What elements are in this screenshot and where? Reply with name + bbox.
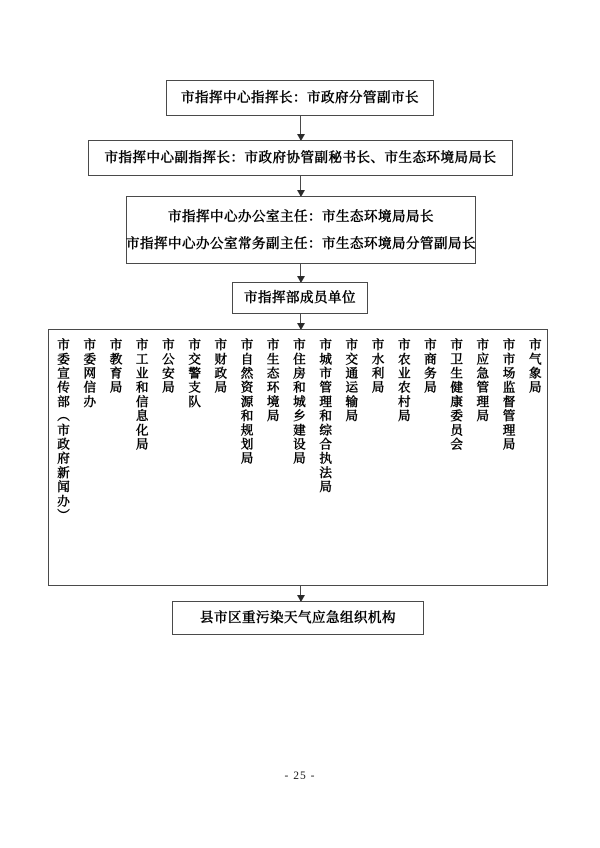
member-unit-column: 市住房和城乡建设局 [290,338,305,466]
page-number: - 25 - [284,770,316,782]
connector-unit-panel-to-county [300,586,301,601]
member-unit-column: 市城市管理和综合执法局 [317,338,332,495]
org-node-commander-label: 市指挥中心指挥长：市政府分管副市长 [181,90,419,106]
member-unit-column: 市应急管理局 [474,338,489,424]
connector-members-to-unit-panel [300,314,301,329]
member-unit-column: 市公安局 [159,338,174,395]
org-node-deputy-commander-label: 市指挥中心副指挥长：市政府协管副秘书长、市生态环境局局长 [104,150,497,166]
connector-commander-to-deputy [300,116,301,140]
member-unit-column: 市交警支队 [186,338,201,409]
org-node-commander [166,80,434,116]
member-unit-column: 市商务局 [421,338,436,395]
org-node-office [126,196,476,264]
org-node-office-director-label: 市指挥中心办公室主任：市生态环境局局长 [168,208,434,224]
member-units-panel [48,329,548,586]
member-unit-column: 市卫生健康委员会 [448,338,463,452]
member-unit-column: 市教育局 [107,338,122,395]
org-node-county-organization [172,601,424,635]
connector-office-to-members [300,264,301,282]
member-unit-column: 市工业和信息化局 [133,338,148,452]
org-node-county-organization-label: 县市区重污染天气应急组织机构 [200,610,396,626]
member-unit-column: 市农业农村局 [395,338,410,424]
member-unit-column: 市委宣传部（市政府新闻办） [55,338,70,523]
member-unit-column: 市气象局 [526,338,541,395]
member-unit-column: 市自然资源和规划局 [238,338,253,466]
member-unit-column: 市交通运输局 [343,338,358,424]
member-unit-column: 市生态环境局 [264,338,279,424]
member-unit-column: 市市场监督管理局 [500,338,515,452]
org-node-member-units-header-label: 市指挥部成员单位 [244,290,356,306]
org-node-member-units-header [232,282,368,314]
org-node-office-deputy-director-label: 市指挥中心办公室常务副主任：市生态环境局分管副局长 [126,235,476,251]
member-unit-column: 市水利局 [369,338,384,395]
member-unit-column: 市财政局 [212,338,227,395]
org-node-deputy-commander [88,140,513,176]
member-unit-column: 市委网信办 [81,338,96,409]
connector-deputy-to-office [300,176,301,196]
